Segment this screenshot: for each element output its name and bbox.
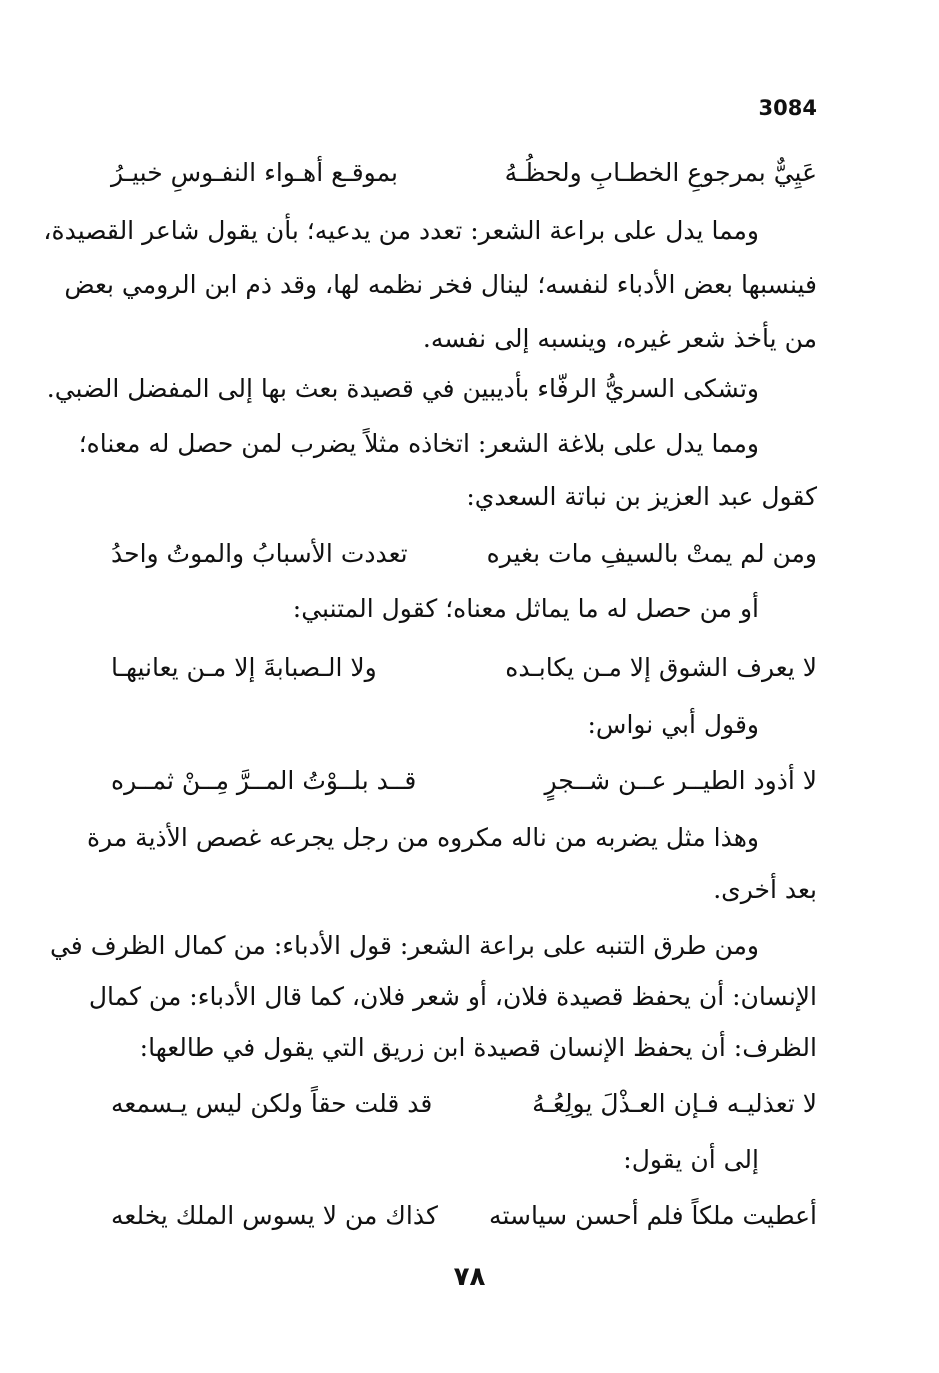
paragraph-line: بعد أخرى.: [713, 875, 817, 904]
paragraph-line: أو من حصل له ما يماثل معناه؛ كقول المتنبي:: [292, 594, 759, 623]
verse-first-hemistich: لا أذود الطيــر عــن شــجرٍ: [544, 766, 817, 795]
page-number: ٧٨: [453, 1262, 486, 1292]
verse-first-hemistich: لا يعرف الشوق إلا مـن يكابـده: [505, 653, 817, 682]
verse-second-hemistich: قد قلت حقاً ولكن ليس يـسمعه: [111, 1089, 433, 1118]
paragraph-line: ومما يدل على بلاغة الشعر: اتخاذه مثلاً يضرب لمن حصل له معناه؛: [78, 429, 759, 458]
verse-line: [111, 541, 817, 581]
verse-second-hemistich: قــد بلــوْتُ المــرَّ مِــنْ ثمــره: [111, 766, 417, 795]
verse-line: [111, 655, 817, 695]
paragraph-line: الظرف: أن يحفظ الإنسان قصيدة ابن زريق التي يقول في طالعها:: [139, 1033, 817, 1062]
verse-first-hemistich: ومن لم يمتْ بالسيفِ مات بغيره: [486, 539, 817, 568]
paragraph-line: كقول عبد العزيز بن نباتة السعدي:: [466, 482, 817, 511]
page-code: 3084: [758, 96, 817, 120]
verse-second-hemistich: تعددت الأسبابُ والموتُ واحدُ: [111, 539, 408, 568]
verse-line: [111, 768, 817, 808]
paragraph-line: وتشكى السريُّ الرفّاء بأديبين في قصيدة بعث بها إلى المفضل الضبي.: [46, 374, 759, 403]
verse-first-hemistich: عَيِيٌّ بمرجوعِ الخطـابِ ولحظُـهُ: [504, 158, 817, 187]
paragraph-line: من يأخذ شعر غيره، وينسبه إلى نفسه.: [422, 324, 817, 353]
paragraph-line: ومن طرق التنبه على براعة الشعر: قول الأدباء: من كمال الظرف في: [49, 931, 759, 960]
verse-second-hemistich: ولا الـصبابةَ إلا مـن يعانيهـا: [111, 653, 377, 682]
verse-second-hemistich: كذاك من لا يسوس الملك يخلعه: [111, 1201, 438, 1230]
paragraph-line: الإنسان: أن يحفظ قصيدة فلان، أو شعر فلان، كما قال الأدباء: من كمال: [88, 982, 817, 1011]
verse-line: [111, 1203, 817, 1243]
verse-first-hemistich: أعطيت ملكاً فلم أحسن سياسته: [489, 1201, 817, 1230]
paragraph-line: فينسبها بعض الأدباء لنفسه؛ لينال فخر نظمه لها، وقد ذم ابن الرومي بعض: [64, 270, 817, 299]
paragraph-line: ومما يدل على براعة الشعر: تعدد من يدعيه؛ بأن يقول شاعر القصيدة،: [43, 216, 759, 245]
verse-line: [111, 1091, 817, 1131]
verse-line: [111, 160, 817, 200]
paragraph-line: وهذا مثل يضربه من ناله مكروه من رجل يجرعه غصص الأذية مرة: [86, 823, 759, 852]
paragraph-line: إلى أن يقول:: [623, 1145, 759, 1174]
paragraph-line: وقول أبي نواس:: [587, 710, 759, 739]
verse-second-hemistich: بموقـع أهـواء النفـوسِ خبيـرُ: [111, 158, 398, 187]
verse-first-hemistich: لا تعذليـه فـإن العـذْلَ يولِعُـهُ: [532, 1089, 817, 1118]
